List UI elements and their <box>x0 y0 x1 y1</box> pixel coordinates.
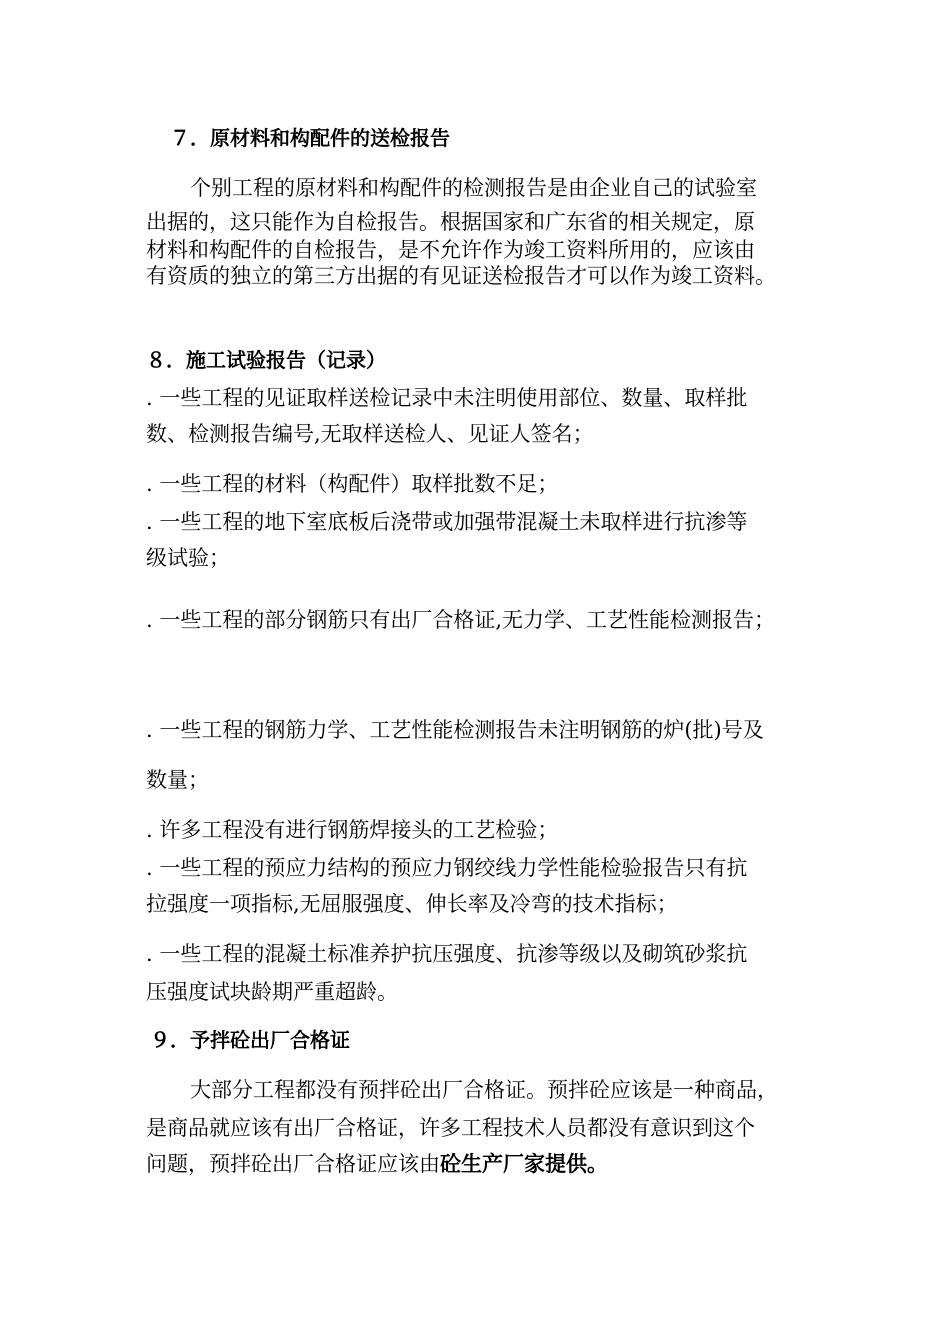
section-7-heading: ７．原材料和构配件的送检报告 <box>170 126 450 150</box>
section-7-paragraph-line: 有资质的独立的第三方出据的有见证送检报告才可以作为竣工资料。 <box>146 264 776 288</box>
section-8-item: . 一些工程的混凝土标准养护抗压强度、抗渗等级以及砌筑砂浆抗 <box>146 942 748 966</box>
section-8-item: 数、检测报告编号,无取样送检人、见证人签名； <box>146 422 594 446</box>
section-7-paragraph-line: 出据的，这只能作为自检报告。根据国家和广东省的相关规定，原 <box>146 210 755 234</box>
section-8-item: . 一些工程的地下室底板后浇带或加强带混凝土未取样进行抗渗等 <box>146 510 748 534</box>
section-9-paragraph-line: 是商品就应该有出厂合格证，许多工程技术人员都没有意识到这个 <box>146 1116 755 1140</box>
section-9-heading: ９．予拌砼出厂合格证 <box>150 1028 350 1052</box>
section-8-item: . 一些工程的见证取样送检记录中未注明使用部位、数量、取样批 <box>146 386 748 410</box>
section-7-paragraph-line: 个别工程的原材料和构配件的检测报告是由企业自己的试验室 <box>190 176 757 200</box>
section-8-item: . 许多工程没有进行钢筋焊接头的工艺检验； <box>146 818 559 842</box>
section-8-item: . 一些工程的部分钢筋只有出厂合格证,无力学、工艺性能检测报告； <box>146 608 776 632</box>
section-9-last-line-bold-text: 砼生产厂家提供。 <box>440 1152 608 1176</box>
section-7-paragraph-line: 材料和构配件的自检报告，是不允许作为竣工资料所用的，应该由 <box>146 238 755 262</box>
section-8-item: 拉强度一项指标,无屈服强度、伸长率及冷弯的技术指标； <box>146 892 678 916</box>
section-8-item: . 一些工程的材料（构配件）取样批数不足； <box>146 472 559 496</box>
section-8-item: 级试验； <box>146 546 230 570</box>
section-8-item: 压强度试块龄期严重超龄。 <box>146 980 398 1004</box>
section-8-item: . 一些工程的钢筋力学、工艺性能检测报告未注明钢筋的炉(批)号及 <box>146 718 764 742</box>
section-8-heading: ８．施工试验报告（记录） <box>146 348 386 372</box>
section-9-last-line-text: 问题，预拌砼出厂合格证应该由 <box>146 1152 440 1176</box>
section-8-item: . 一些工程的预应力结构的预应力钢绞线力学性能检验报告只有抗 <box>146 856 748 880</box>
section-9-paragraph-line: 大部分工程都没有预拌砼出厂合格证。预拌砼应该是一种商品， <box>190 1078 778 1102</box>
section-8-item: 数量； <box>146 768 209 792</box>
section-9-paragraph-last-line <box>146 1150 826 1178</box>
